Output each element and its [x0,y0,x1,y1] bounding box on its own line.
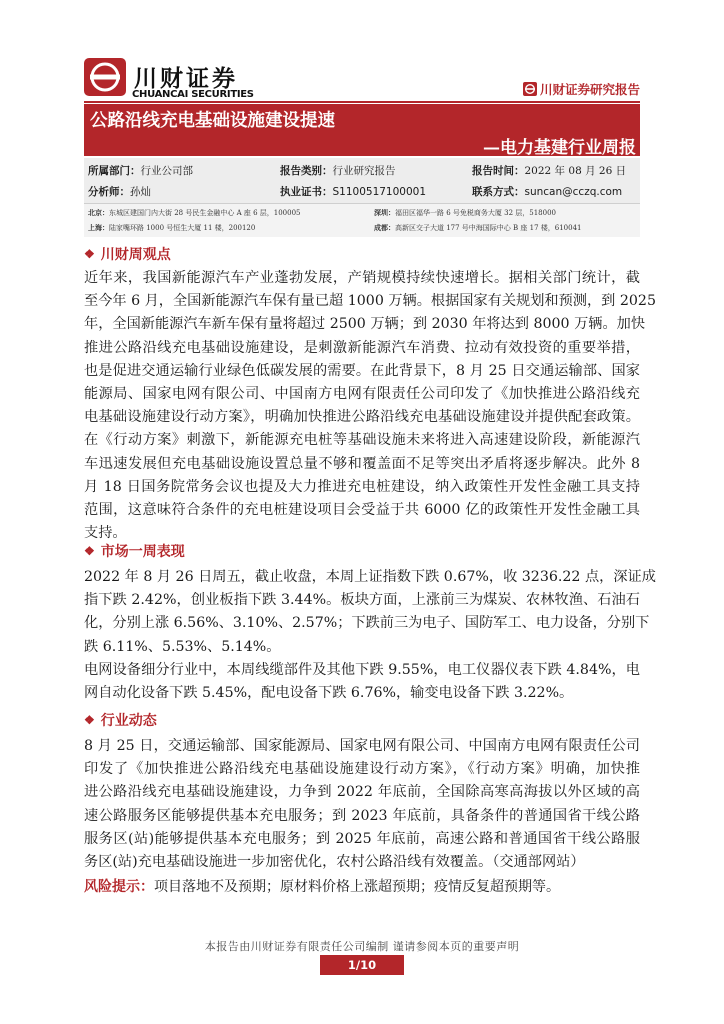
text-line: 指下跌 2.42%，创业板指下跌 3.44%。板块方面，上涨前三为煤炭、农林牧渔、石油石 [84,592,640,609]
report-subtitle: —电力基建行业周报 [483,138,636,158]
section-heading-market [84,541,185,561]
footer-disclaimer: 本报告由川财证券有限责任公司编制 谨请参阅本页的重要声明 [204,940,520,953]
text-line: 跌 6.11%、5.53%、5.14%。 [84,638,281,655]
date-value: 2022 年 08 月 26 日 [524,165,627,177]
text-line: 车迅速发展但充电基础设施设置总量不够和覆盖面不足等突出矛盾将逐步解决。此外 8 [84,455,640,472]
brand-logo-icon [523,82,537,96]
paragraph-market-2 [84,659,640,705]
text-line: 在《行动方案》刺激下，新能源充电桩等基础设施未来将进入高速建设阶段，新能源汽 [84,432,640,449]
address-beijing: 北京：东城区建国门内大街 28 号民生金融中心 A 座 6 层，100005 [88,208,301,217]
page-number: 1/10 [320,955,404,975]
risk-warning [84,876,560,896]
brand-right-text: 川财证券研究报告 [539,82,640,97]
risk-label: 风险提示： [84,879,154,895]
type-label: 报告类别： [280,165,333,177]
paragraph-views [84,267,656,545]
diamond-bullet-icon: ❖ [84,247,95,261]
text-line: 网自动化设备下跌 5.45%，配电设备下跌 6.76%，输变电设备下跌 3.22%。 [84,685,574,702]
section-heading-views [84,244,171,264]
text-line: 支持。 [84,525,127,542]
info-row-1 [84,160,640,180]
text-line: 化，分别上涨 6.56%、3.10%、2.57%；下跌前三为电子、国防军工、电力设备，分别下 [84,615,650,632]
text-line: 至今年 6 月，全国新能源汽车保有量已超 1000 万辆。根据国家有关规划和预测，到 2025 [84,293,656,310]
address-chengdu: 成都：高新区交子大道 177 号中海国际中心 B 座 17 楼，610041 [374,223,582,232]
section-heading-industry [84,710,157,730]
text-line: 范围，这意味符合条件的充电桩建设项目会受益于共 6000 亿的政策性开发性金融工具 [84,502,640,519]
cert-value: S1100517100001 [332,186,427,198]
text-line: 印发了《加快推进公路沿线充电基础设施建设行动方案》，《行动方案》明确，加快推 [84,761,640,778]
section-title-industry: 行业动态 [100,713,157,729]
dept-value: 行业公司部 [140,165,193,177]
report-title: 公路沿线充电基础设施建设提速 [90,111,335,131]
text-line: 进公路沿线充电基础设施建设，力争到 2022 年底前，全国除高寒高海拔以外区域的高 [84,784,640,801]
text-line: 也是促进交通运输行业绿色低碳发展的需要。在此背景下，8 月 25 日交通运输部、国家 [84,362,640,379]
text-line: 电网设备细分行业中，本周线缆部件及其他下跌 9.55%，电工仪器仪表下跌 4.84%，电 [84,662,640,678]
text-line: 月 18 日国务院常务会议也提及大力推进充电桩建设，纳入政策性开发性金融工具支持 [84,478,640,495]
risk-text: 项目落地不及预期；原材料价格上涨超预期；疫情反复超预期等。 [154,879,560,895]
diamond-bullet-icon: ❖ [84,544,95,558]
text-line: 务区(站)充电基础设施进一步加密优化，农村公路沿线有效覆盖。（交通部网站） [84,854,585,871]
company-name-cn: 川财证券 [134,66,238,92]
company-logo-icon [84,58,126,96]
type-value: 行业研究报告 [332,165,396,177]
header-rule [84,101,640,103]
text-line: 服务区(站)能够提供基本充电服务；到 2025 年底前，高速公路和普通国省干线公路服 [84,830,640,847]
text-line: 速公路服务区能够提供基本充电服务；到 2023 年底前，具备条件的普通国省干线公路 [84,807,640,824]
address-shanghai: 上海：陆家嘴环路 1000 号恒生大厦 11 楼，200120 [88,223,256,232]
section-title-views: 川财周观点 [100,247,171,263]
text-line: 2022 年 8 月 26 日周五，截止收盘，本周上证指数下跌 0.67%，收 3236.22 点，深证成 [84,569,656,585]
info-row-2 [84,181,640,201]
text-line: 8 月 25 日，交通运输部、国家能源局、国家电网有限公司、中国南方电网有限责任公司 [84,738,640,754]
date-label: 报告时间： [472,165,525,177]
contact-label: 联系方式： [472,186,525,198]
text-line: 推进公路沿线充电基础设施建设，是刺激新能源汽车消费、拉动有效投资的重要举措， [84,339,640,356]
paragraph-industry [84,735,640,874]
text-line: 电基础设施建设行动方案》，明确加快推进公路沿线充电基础设施建设并提供配套政策。 [84,409,640,426]
text-line: 能源局、国家电网有限公司、中国南方电网有限责任公司印发了《加快推进公路沿线充 [84,386,640,403]
contact-value[interactable]: suncan@cczq.com [524,186,623,198]
address-shenzhen: 深圳：福田区福华一路 6 号免税商务大厦 32 层，518000 [374,208,556,217]
text-line: 近年来，我国新能源汽车产业蓬勃发展，产销规模持续快速增长。据相关部门统计，截 [84,270,640,286]
office-addresses [84,204,640,237]
text-line: 年，全国新能源汽车新车保有量将超过 2500 万辆；到 2030 年将达到 8000 万辆。加快 [84,316,646,333]
diamond-bullet-icon: ❖ [84,713,95,727]
paragraph-market-1 [84,566,656,659]
dept-label: 所属部门： [88,165,141,177]
section-title-market: 市场一周表现 [100,544,185,560]
report-brand [523,80,640,98]
analyst-label: 分析师： [88,186,130,198]
cert-label: 执业证书： [280,186,333,198]
company-name-en: CHUANCAI SECURITIES [132,89,254,100]
report-info-panel [84,158,640,204]
analyst-value: 孙灿 [130,186,151,198]
